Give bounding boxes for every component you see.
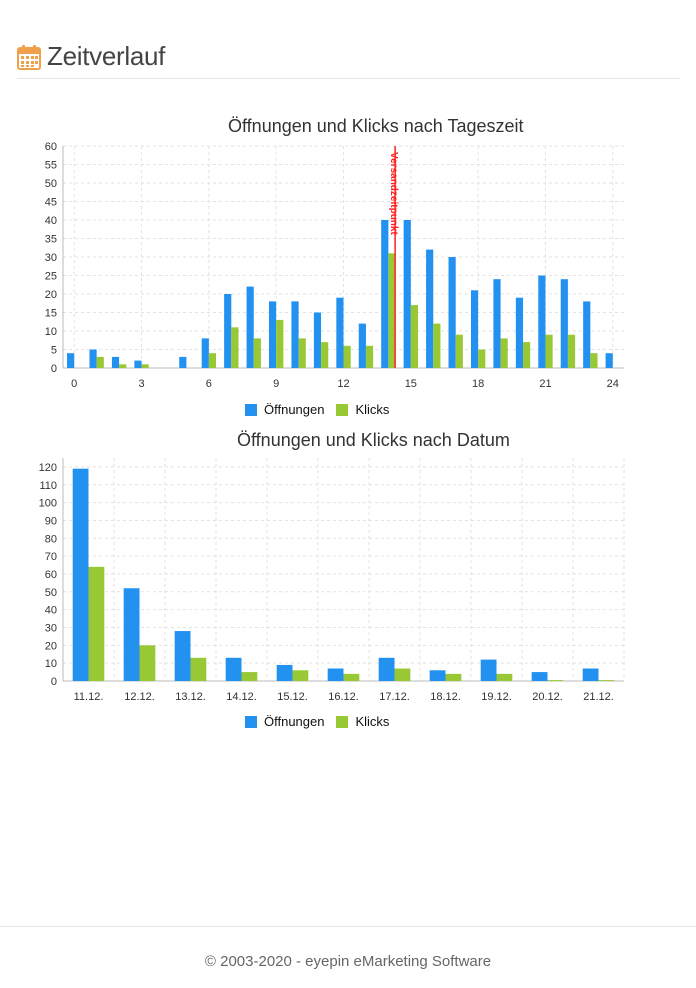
bar-opens	[481, 660, 497, 681]
bar-clicks	[242, 672, 258, 681]
bar-clicks	[344, 674, 360, 681]
bar-opens	[277, 665, 293, 681]
bar-clicks	[599, 680, 615, 681]
x-tick-label: 24	[606, 378, 619, 390]
y-tick-label: 20	[44, 640, 57, 653]
x-tick-label: 3	[138, 378, 145, 390]
legend-swatch-clicks	[336, 716, 348, 728]
y-tick-label: 0	[50, 676, 57, 688]
x-tick-label: 19.12.	[481, 691, 512, 703]
x-tick-label: 21	[539, 378, 552, 390]
y-tick-label: 90	[44, 515, 57, 528]
bar-clicks	[395, 669, 411, 681]
bar-opens	[430, 670, 446, 681]
y-tick-label: 70	[44, 551, 57, 564]
y-tick-label: 50	[44, 178, 57, 190]
y-tick-label: 20	[44, 289, 57, 301]
x-tick-label: 14.12.	[226, 691, 257, 703]
y-tick-label: 40	[44, 604, 57, 617]
chart-title-date: Öffnungen und Klicks nach Datum	[237, 430, 510, 450]
x-tick-label: 9	[273, 378, 280, 390]
bar-opens	[328, 669, 344, 681]
legend-label-clicks: Klicks	[355, 402, 390, 417]
x-tick-label: 12.12.	[124, 691, 155, 703]
bar-opens	[73, 469, 89, 681]
y-tick-label: 110	[39, 479, 57, 492]
page-title: Zeitverlauf	[47, 41, 166, 71]
legend-swatch-opens	[245, 716, 257, 728]
marker-label: Versandzeitpunkt	[388, 152, 400, 235]
bar-clicks	[293, 670, 309, 681]
bar-clicks	[446, 674, 462, 681]
bar-clicks	[89, 567, 105, 681]
legend-item-clicks[interactable]	[336, 714, 389, 729]
y-tick-label: 45	[44, 196, 57, 209]
x-tick-label: 16.12.	[328, 691, 359, 703]
x-tick-label: 6	[205, 378, 212, 390]
bar-opens	[175, 631, 191, 681]
bar-clicks	[191, 658, 207, 681]
y-tick-label: 60	[44, 141, 57, 153]
legend-label-opens: Öffnungen	[264, 402, 325, 417]
bar-opens	[532, 672, 548, 681]
bar-opens	[226, 658, 242, 681]
legend-item-opens[interactable]	[245, 714, 324, 729]
bar-opens	[379, 658, 395, 681]
x-tick-label: 11.12.	[73, 691, 104, 703]
x-tick-label: 15.12.	[277, 691, 308, 703]
y-tick-label: 60	[44, 568, 57, 581]
x-tick-label: 0	[71, 378, 78, 390]
bar-clicks	[140, 645, 156, 681]
x-tick-label: 13.12.	[175, 691, 206, 703]
y-tick-label: 80	[44, 533, 57, 546]
y-tick-label: 55	[44, 159, 57, 172]
footer-divider	[0, 926, 696, 927]
x-tick-label: 21.12.	[583, 691, 614, 703]
bar-clicks	[497, 674, 513, 681]
legend-label-opens: Öffnungen	[264, 714, 325, 729]
y-tick-label: 15	[44, 307, 57, 320]
legend-date	[245, 714, 401, 729]
y-tick-label: 0	[50, 363, 57, 375]
y-tick-label: 30	[44, 622, 57, 635]
legend-label-clicks: Klicks	[355, 714, 390, 729]
y-tick-label: 10	[44, 326, 57, 338]
y-tick-label: 10	[44, 658, 57, 671]
chart-title-hour: Öffnungen und Klicks nach Tageszeit	[228, 116, 524, 136]
bar-opens	[124, 588, 140, 681]
y-tick-label: 30	[44, 252, 57, 264]
bar-opens	[583, 669, 599, 681]
y-tick-label: 50	[44, 586, 57, 599]
x-tick-label: 12	[337, 378, 350, 390]
y-tick-label: 40	[44, 215, 57, 227]
y-tick-label: 100	[38, 497, 57, 510]
x-tick-label: 18.12.	[430, 691, 461, 703]
bar-clicks	[548, 680, 564, 681]
y-tick-label: 120	[38, 461, 57, 474]
x-tick-label: 15	[404, 378, 417, 390]
y-tick-label: 35	[44, 233, 57, 246]
x-tick-label: 18	[472, 378, 485, 390]
x-tick-label: 20.12.	[532, 691, 563, 703]
footer-copyright: © 2003-2020 - eyepin eMarketing Software	[204, 953, 492, 970]
y-tick-label: 5	[50, 344, 57, 357]
y-tick-label: 25	[44, 270, 57, 283]
x-tick-label: 17.12.	[379, 691, 410, 703]
